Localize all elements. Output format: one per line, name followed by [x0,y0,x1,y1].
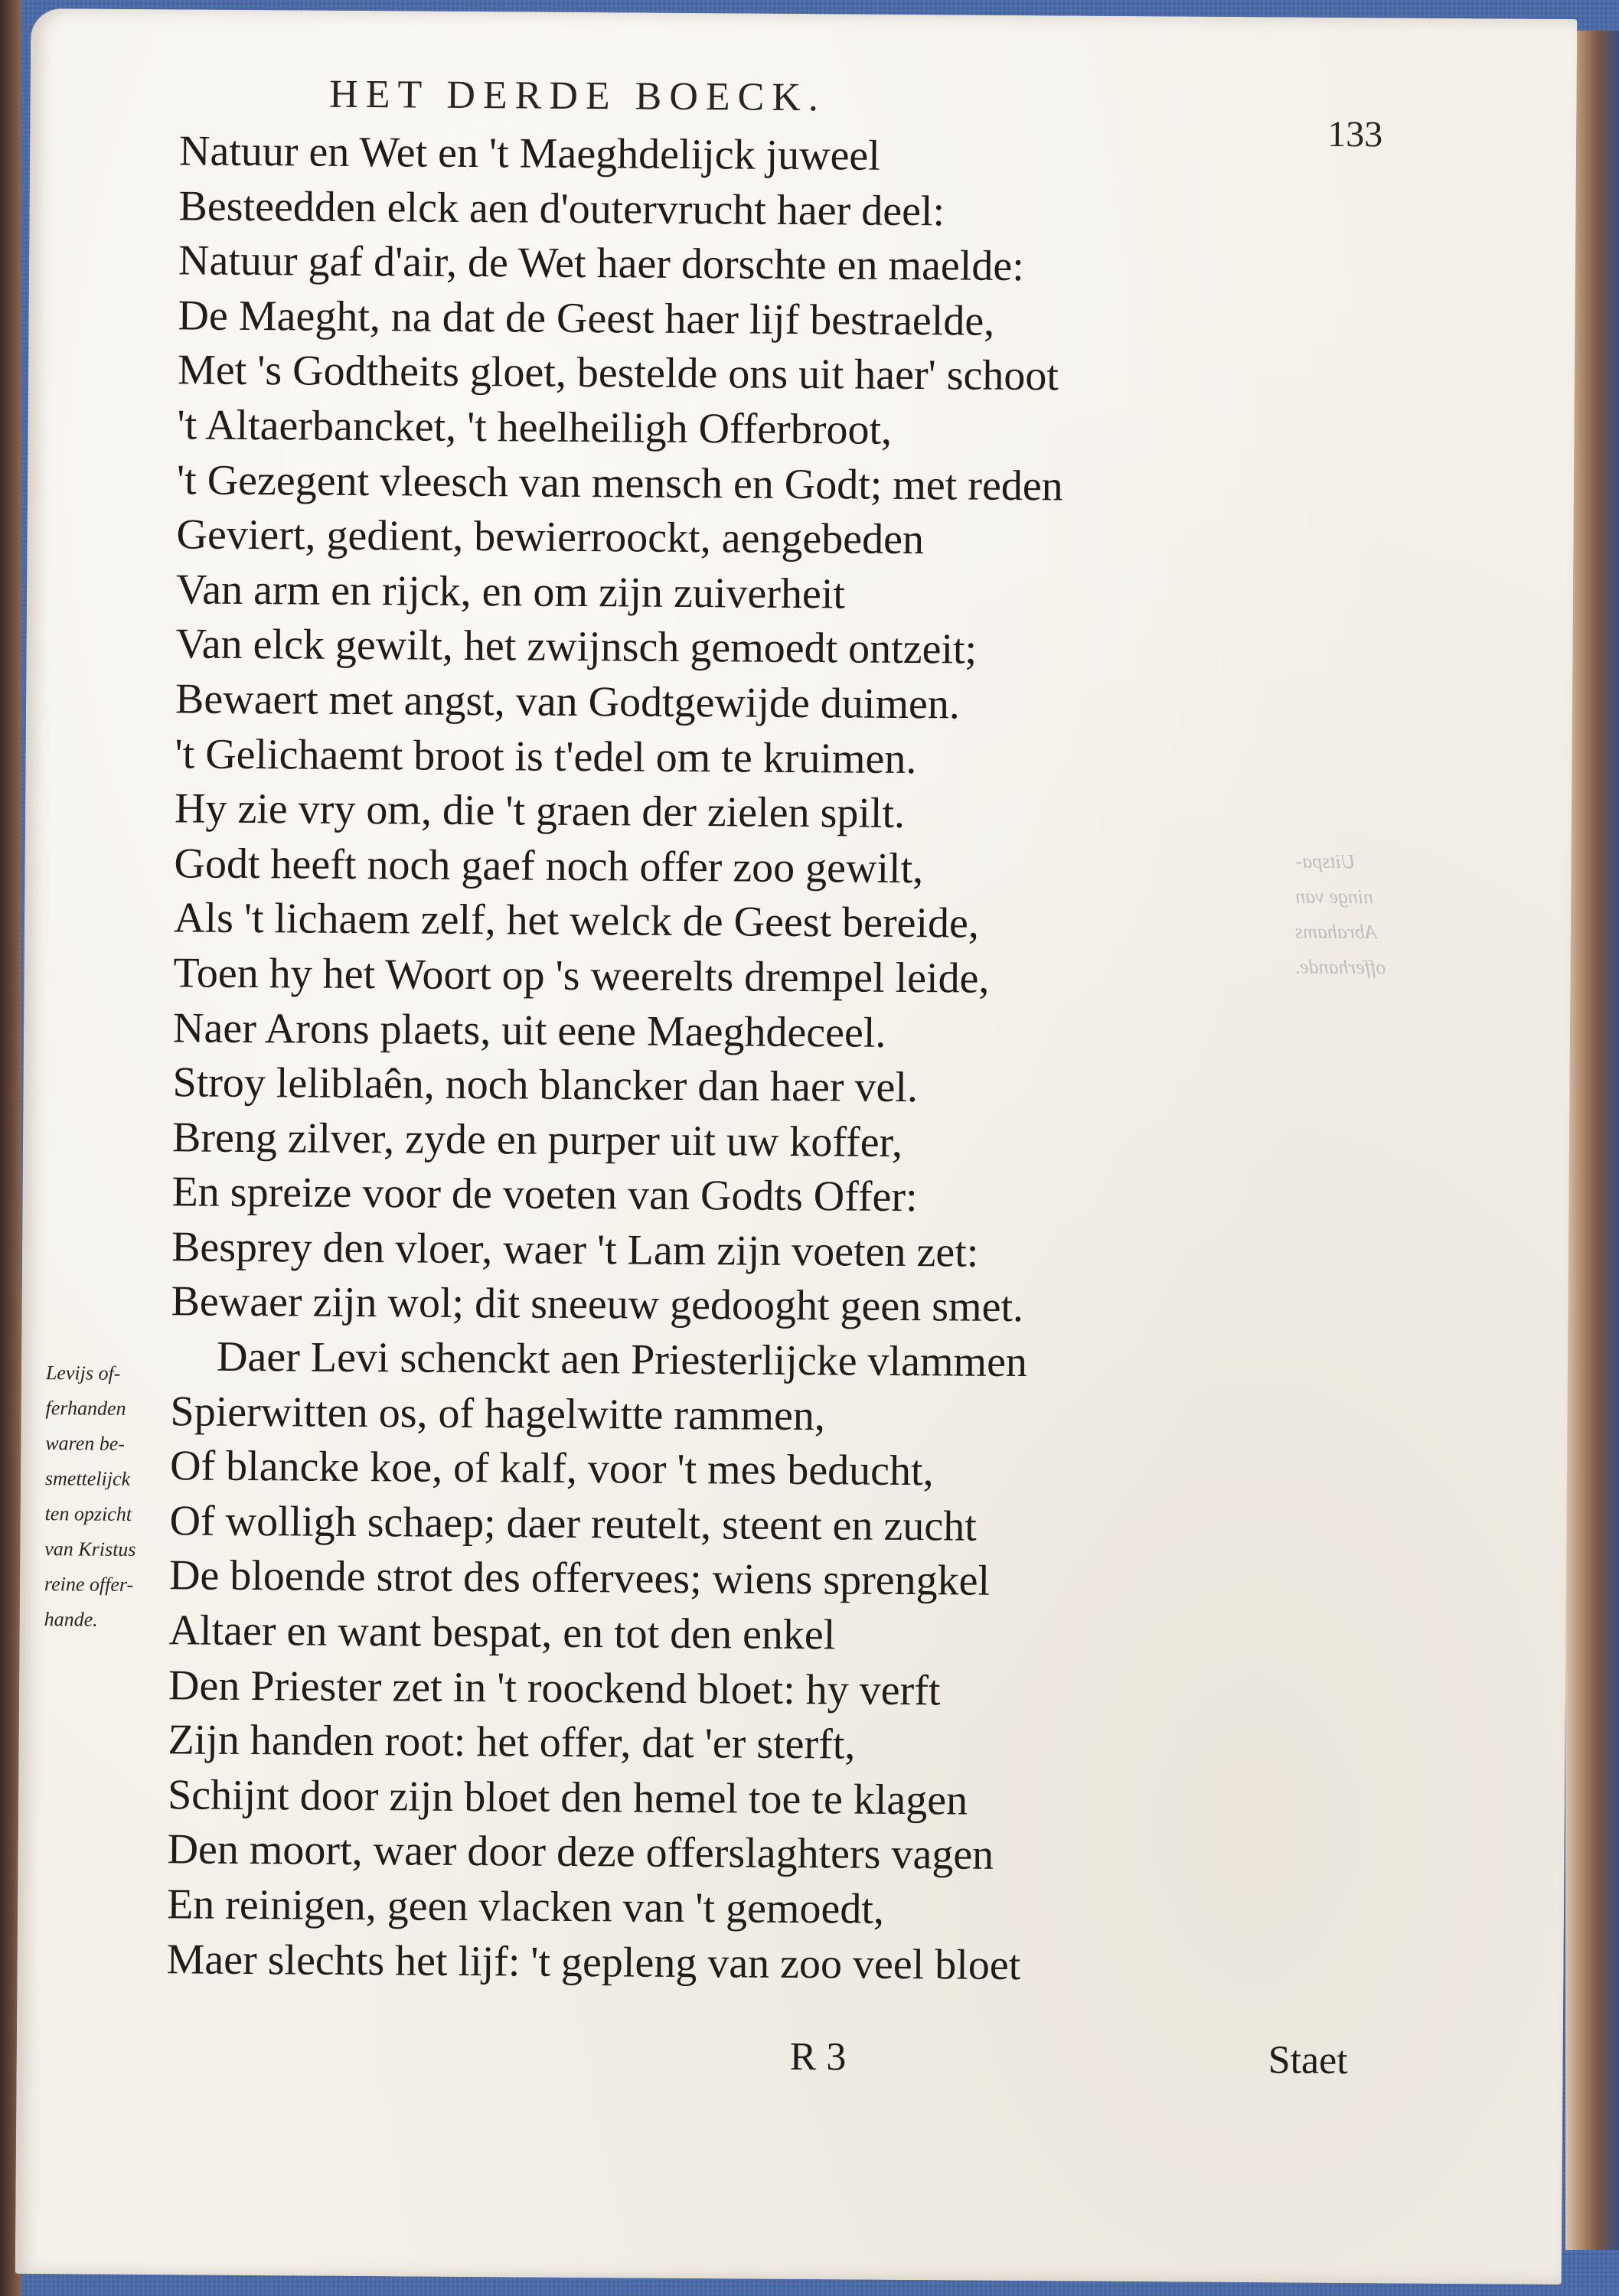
verse-line: Besprey den vloer, waer 't Lam zijn voeten zet: [171,1223,979,1277]
verse-line: Als 't lichaem zelf, het welck de Geest bereide, [173,894,980,947]
verse-line: Geviert, gedient, bewierroockt, aengebeden [176,510,925,564]
running-head: HET DERDE BOECK. [329,72,827,120]
verse-line: Breng zilver, zyde en purper uit uw koffer, [171,1113,903,1166]
verse-line: Besteedden elck aen d'outervrucht haer deel: [178,181,945,235]
book-page [15,8,1578,2285]
verse-line: De bloende strot des offervees; wiens sprengkel [168,1551,991,1606]
verse-line: Natuur en Wet en 't Maeghdelijck juweel [178,127,881,180]
verse-line: Zijn handen root: het offer, dat 'er sterft, [168,1716,856,1769]
verse-line: Den moort, waer door deze offerslaghters vagen [167,1825,994,1880]
verse-line: Naer Arons plaets, uit eene Maeghdeceel. [172,1003,886,1057]
verse-line: En reinigen, geen vlacken van 't gemoedt, [166,1880,885,1933]
verse-line: Of blancke koe, of kalf, voor 't mes beducht, [169,1442,934,1495]
verse-line: Van arm en rijck, en om zijn zuiverheit [175,566,846,618]
verse-line: Bewaert met angst, van Godtgewijde duimen. [175,675,961,729]
verse-line: En spreize voor de voeten van Godts Offer: [171,1168,918,1221]
verse-line: Altaer en want bespat, en tot den enkel [168,1606,836,1659]
verse-line: Spierwitten os, of hagelwitte rammen, [170,1387,826,1440]
signature-mark: R 3 [789,2034,847,2079]
catchword: Staet [1268,2038,1348,2083]
verse-line: Met 's Godtheits gloet, bestelde ons uit haer' schoot [177,346,1059,400]
verse-line: 't Gelichaemt broot is t'edel om te kruimen. [175,729,917,783]
verse-line: Stroy leliblaên, noch blancker dan haer vel. [172,1058,919,1112]
verse-line: Van elck gewilt, het zwijnsch gemoedt ontzeit; [175,620,978,673]
verse-line: Den Priester zet in 't roockend bloet: hy verft [168,1661,941,1714]
verse-line: Of wolligh schaep; daer reutelt, steent en zucht [169,1497,978,1551]
verse-line: Schijnt door zijn bloet den hemel toe te klagen [167,1771,968,1825]
verse-line-stanza-start: Daer Levi schenckt aen Priesterlijcke vlammen [216,1332,1028,1387]
verse-body [166,124,1373,1995]
verse-line: Hy zie vry om, die 't graen der zielen spilt. [174,784,906,838]
page-number: 133 [1327,113,1383,155]
verse-line: 't Gezegent vleesch van mensch en Godt; met reden [176,455,1063,510]
show-through-margin-note: Uitspa- ninge van Abrahams offerhande. [1294,850,1386,979]
verse-line: Natuur gaf d'air, de Wet haer dorschte en maelde: [178,236,1024,291]
margin-note: Levijs of- ferhanden waren be- smettelijck ten opzicht van Kristus reine offer- hande. [44,1362,136,1631]
verse-line: Toen hy het Woort op 's weerelts drempel leide, [173,949,990,1003]
verse-line: Maer slechts het lijf: 't gepleng van zoo veel bloet [166,1935,1021,1989]
verse-line: De Maeght, na dat de Geest haer lijf bestraelde, [178,292,995,345]
verse-line: Godt heeft noch gaef noch offer zoo gewilt, [174,840,924,892]
verse-line: Bewaer zijn wol; dit sneeuw gedooght geen smet. [171,1277,1024,1332]
verse-line: 't Altaerbancket, 't heelheiligh Offerbroot, [177,401,893,454]
